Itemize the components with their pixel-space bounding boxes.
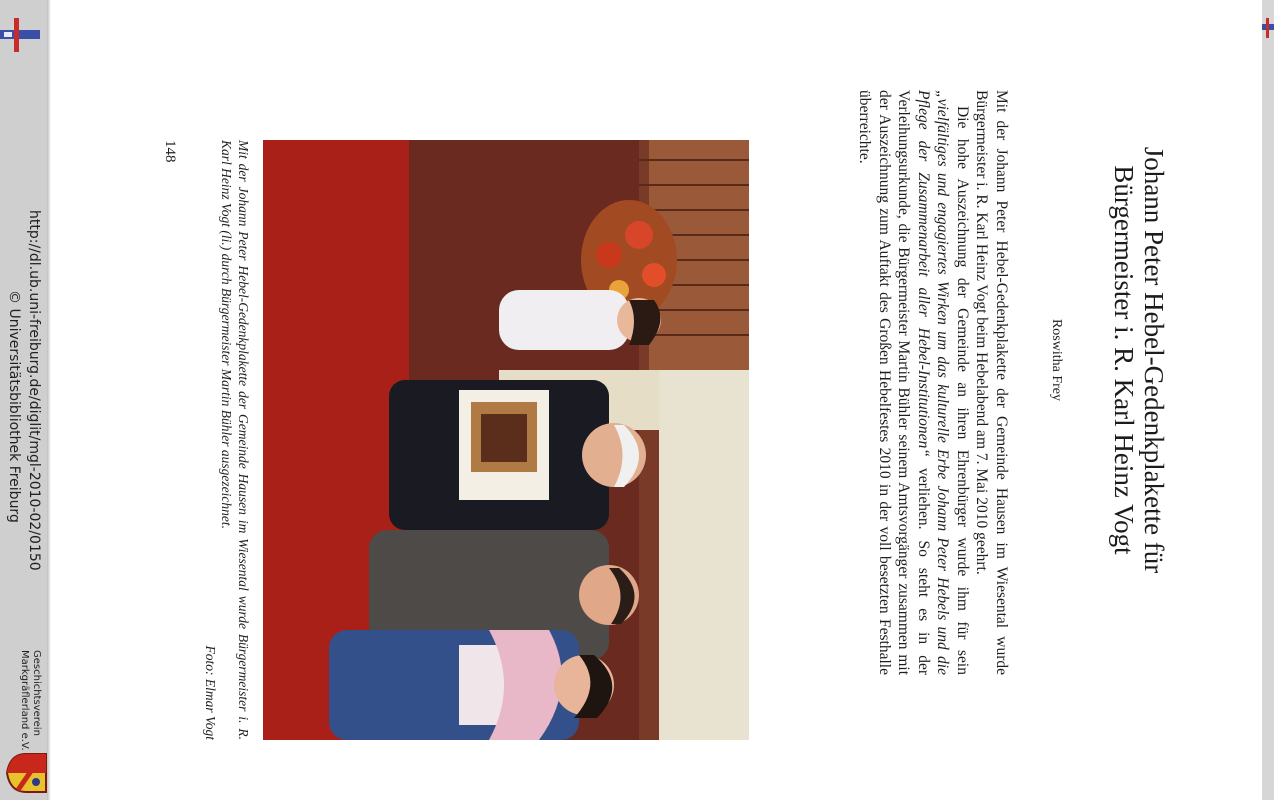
article-title <box>1109 60 1169 660</box>
paragraph-2 <box>855 90 972 675</box>
article-body <box>855 90 1011 675</box>
paragraph-1: Mit der Johann Peter Hebel-Gedenkplakette der Gemeinde Hausen im Wiesental wurde Bürgermeister i. R. Karl Heinz Vogt beim Hebelabend am 7. Mai 2010 geehrt. <box>973 90 1010 675</box>
title-line-2: Bürgermeister i. R. Karl Heinz Vogt <box>1109 165 1139 555</box>
article-author: Roswitha Frey <box>1049 318 1064 402</box>
photo-credit: Foto: Elmar Vogt <box>203 645 218 740</box>
page-number: 148 <box>162 140 178 163</box>
award-photo <box>263 140 749 740</box>
paragraph-2-quote: „vielfältiges und engagiertes Wirken um das kulturelle Erbe Johann Peter Hebels und die Pflege der Zusammenarbeit aller Hebel-Institutionen“ <box>915 90 952 675</box>
title-line-1: Johann Peter Hebel-Gedenkplakette für <box>1139 146 1169 574</box>
publisher-name <box>18 650 42 751</box>
copyright-notice: © Universitätsbibliothek Freiburg <box>6 290 22 523</box>
source-url-link[interactable]: http://dl.ub.uni-freiburg.de/diglit/mgl-2010-02/0150 <box>26 210 42 571</box>
publisher-line-2: Markgräflerland e.V. <box>19 650 30 751</box>
photo-caption: Mit der Johann Peter Hebel-Gedenkplakette der Gemeinde Hausen im Wiesental wurde Bürgermeister i. R. Karl Heinz Vogt (li.) durch Bürgermeister Martin Bühler ausgezeichnet. <box>219 140 251 740</box>
paragraph-2-start: Die hohe Auszeichnung der Gemeinde an ihren Ehrenbürger wurde ihm für sein <box>954 106 971 675</box>
paragraph-2-end: verliehen. So steht es in der Verleihungsurkunde, die Bürgermeister Martin Bühler seinem Amtsvorgänger zusammen mit der Auszeichnung zum Auftakt des Großen Hebelfestes 2010 in der voll besetzten Festhalle überreichte. <box>856 90 932 675</box>
publisher-line-1: Geschichtsverein <box>31 650 42 736</box>
coat-of-arms-icon <box>6 752 48 794</box>
photo-illustration <box>263 140 749 740</box>
